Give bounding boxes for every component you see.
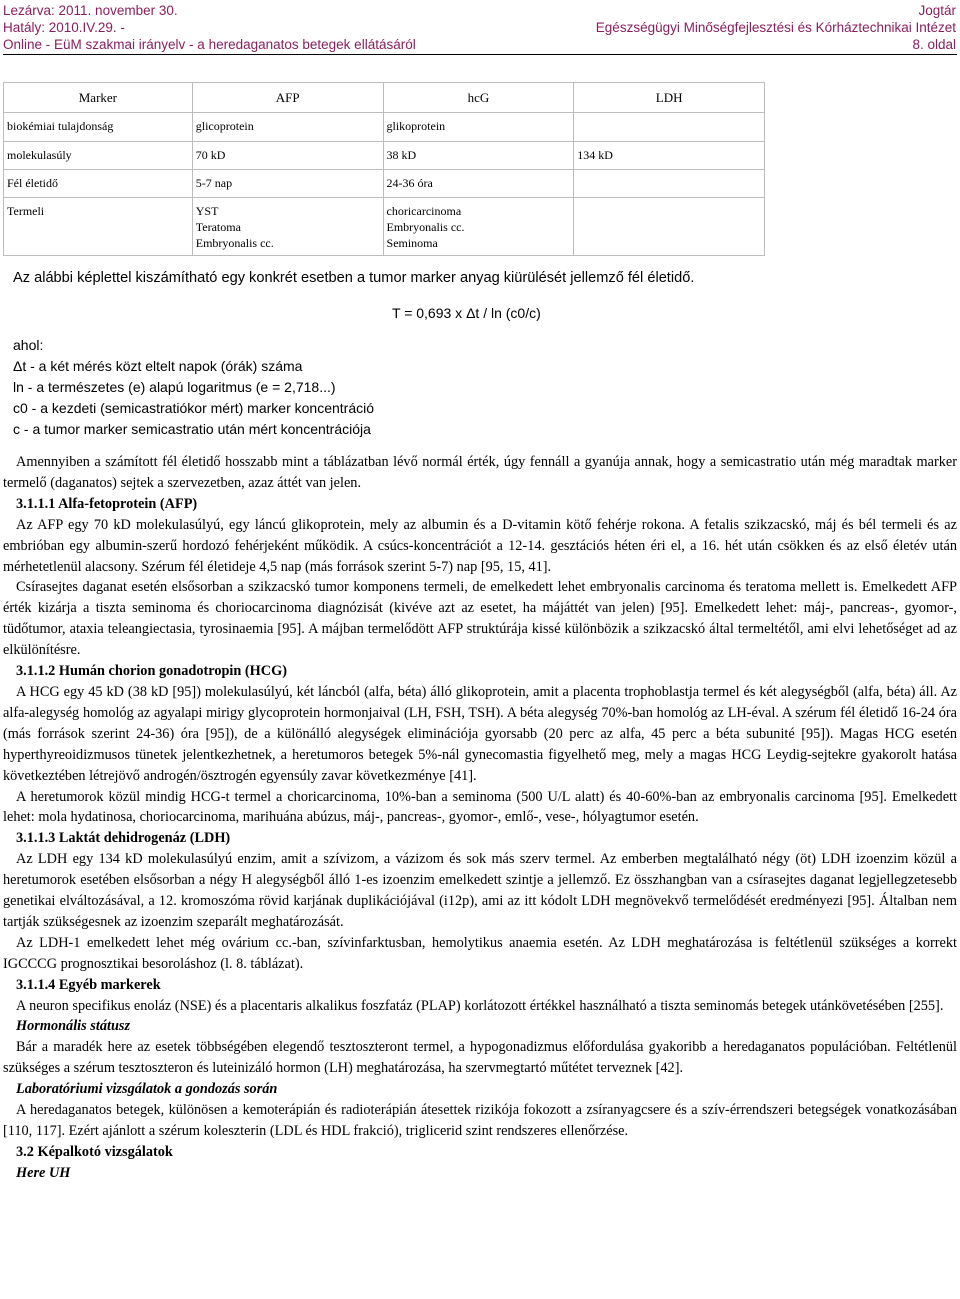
afp-cell: 5-7 nap xyxy=(192,170,383,198)
ldh-cell: 134 kD xyxy=(574,142,765,170)
paragraph: Csírasejtes daganat esetén elsősorban a szikzacskó tumor komponens termeli, de emelkedett lehet embryonalis carcinoma és teratoma mellett is. Emelkedett AFP érték kizárja a tiszta seminoma és choriocarcinoma diagnózisát (kivéve azt az esetet, ha májáttét van jelen) [95]. Emelkedett lehet: máj-, pancreas-, gyomor-, tüdőtumor, ataxia teleangiectasia, tyrosinaemia [95]. A májban termelődött AFP struktúrája kissé különbözik a szikzacskó által termeltétől, ami elvi lehetőséget ad az elkülönítésre. xyxy=(3,579,957,659)
hcg-producer: Seminoma xyxy=(386,236,438,250)
page-number: 8. oldal xyxy=(912,37,956,52)
afp-producer: Embryonalis cc. xyxy=(195,236,274,250)
column-header: AFP xyxy=(192,83,383,113)
afp-cell: 70 kD xyxy=(192,142,383,170)
hcg-cell: 38 kD xyxy=(383,142,574,170)
column-header: Marker xyxy=(4,83,193,113)
paragraph: Az LDH-1 emelkedett lehet még ovárium cc.-ban, szívinfarktusban, hemolytikus anaemia esetén. Az LDH meghatározása is feltétlenül szükséges a korrekt IGCCCG prognosztikai besoroláshoz (l. 8. táblázat). xyxy=(3,934,957,972)
table-row xyxy=(4,113,765,142)
formula-def: ln - a természetes (e) alapú logaritmus (e = 2,718...) xyxy=(13,379,336,395)
section-heading: 3.1.1.4 Egyéb markerek xyxy=(16,976,161,993)
table-row xyxy=(4,142,765,170)
paragraph: Amennyiben a számított fél életidő hosszabb mint a táblázatban lévő normál érték, úgy fennáll a gyanúja annak, hogy a semicastratio után még maradtak marker termelő (daganatos) sejtek a szervezetben, azaz áttét van jelen. xyxy=(3,454,957,491)
row-label: Fél életidő xyxy=(4,170,193,198)
paragraph: A heretumorok közül mindig HCG-t termel a choricarcinoma, 10%-ban a seminoma (500 U/L alatt) és 40-60%-ban az embryonalis carcinoma [95]. Emelkedett lehet: mola hydatinosa, choriocarcinoma, marihuána abúzus, máj-, pancreas-, gyomor-, emlő-, vese-, hólyagtumor esetén. xyxy=(3,788,957,826)
formula-def: c - a tumor marker semicastratio után mért koncentrációja xyxy=(13,421,371,437)
header-rule xyxy=(3,54,957,55)
subheading: Here UH xyxy=(16,1164,71,1181)
effective-date: Hatály: 2010.IV.29. - xyxy=(3,20,125,35)
ldh-cell xyxy=(574,170,765,198)
formula-intro: Az alábbi képlettel kiszámítható egy konkrét esetben a tumor marker anyag kiürülését jellemző fél életidő. xyxy=(13,270,695,286)
hcg-producer: Embryonalis cc. xyxy=(386,220,465,234)
ldh-cell xyxy=(574,198,765,256)
formula-equation: T = 0,693 x Δt / ln (c0/c) xyxy=(392,305,541,321)
afp-producer: YST xyxy=(195,204,219,218)
paragraph: A heredaganatos betegek, különösen a kemoterápián és radioterápián átesettek rizikója fokozott a zsíranyagcsere és a szív-érrendszeri betegségek vonatkozásában [110, 117]. Ezért ajánlott a szérum koleszterin (LDL és HDL frakció), triglicerid szint rendszeres ellenőrzése. xyxy=(3,1102,957,1139)
subheading: Laboratóriumi vizsgálatok a gondozás során xyxy=(16,1081,278,1098)
marker-table xyxy=(3,82,765,256)
row-label: molekulasúly xyxy=(4,142,193,170)
ldh-cell xyxy=(574,113,765,142)
subheading: Hormonális státusz xyxy=(16,1018,131,1035)
formula-where: ahol: xyxy=(13,337,44,353)
paragraph: A neuron specifikus enoláz (NSE) és a placentaris alkalikus foszfatáz (PLAP) korlátozott értékkel használható a tiszta seminomás betegek utánkövetésében [255]. xyxy=(16,997,944,1014)
section-heading: 3.1.1.3 Laktát dehidrogenáz (LDH) xyxy=(16,830,231,847)
publisher: Jogtár xyxy=(918,3,956,18)
row-label: biokémiai tulajdonság xyxy=(4,113,193,142)
table-header-row xyxy=(4,83,765,113)
section-heading: 3.1.1.1 Alfa-fetoprotein (AFP) xyxy=(16,495,198,512)
section-heading: 3.1.1.2 Humán chorion gonadotropin (HCG) xyxy=(16,663,288,680)
afp-producer: Teratoma xyxy=(195,220,241,234)
formula-def: Δt - a két mérés közt eltelt napok (órák) száma xyxy=(13,358,303,374)
table-row xyxy=(4,170,765,198)
afp-cell xyxy=(192,198,383,256)
column-header: hcG xyxy=(383,83,574,113)
hcg-cell: glikoprotein xyxy=(383,113,574,142)
header-left xyxy=(3,2,416,53)
paragraph: Bár a maradék here az esetek többségében elegendő tesztoszteront termel, a hypogonadizmus előfordulása gyakoribb a heredaganatos populációban. Feltétlenül szükséges a szérum tesztoszteron és luteinizáló hormon (LH) meghatározása, ha szervmegtartó műtétet terveznek [42]. xyxy=(3,1039,957,1077)
paragraph: A HCG egy 45 kD (38 kD [95]) molekulasúlyú, két láncból (alfa, béta) álló glikoprotein, amit a placenta trophoblastja termel és két alegységből (alfa, béta) áll. Az alfa-alegység homológ az agyalapi mirigy glycoprotein hormonjaival (LH, FSH, TSH). A béta alegység 70%-ban homológ az LH-éval. A szérum fél életidő 16-24 óra (más források szerint 24-36) óra [95]), de a különálló alegységek eliminációja gyorsabb (20 perc az alfa, 45 perc a béta subunité [95]). Magas HCG esetén hyperthyreoidizmusos tünetek jelentkezhetnek, a heretumoros betegek 5%-nál gynecomastia figyelhető meg, mely a magas HCG Leydig-sejtekre gyakorolt hatása következtében létrejövő androgén/ösztrogén egyensúly zavar következménye [41]. xyxy=(3,683,957,784)
page-header xyxy=(0,0,960,56)
hcg-producer: choricarcinoma xyxy=(386,204,462,218)
column-header: LDH xyxy=(574,83,765,113)
hcg-cell xyxy=(383,198,574,256)
afp-cell: glicoprotein xyxy=(192,113,383,142)
paragraph: Az AFP egy 70 kD molekulasúlyú, egy láncú glikoprotein, mely az albumin és a D-vitamin kötő fehérje rokona. A fetalis szikzacskó, máj és bél termeli és az embrióban egy albumin-szerű hordozó fehérjeként működik. A csúcs-koncentrációt a 12-14. gesztációs héten éri el, a 16. hét után csökken és az első életév után mérhetetlenül alacsony. Szérum fél életideje 4,5 nap (más források szerint 5-7) nap [95, 15, 41]. xyxy=(3,516,957,575)
table-row xyxy=(4,198,765,256)
formula-def: c0 - a kezdeti (semicastratiókor mért) marker koncentráció xyxy=(13,400,374,416)
institute: Egészségügyi Minőségfejlesztési és Kórháztechnikai Intézet xyxy=(595,20,956,35)
document-title: Online - EüM szakmai irányelv - a heredaganatos betegek ellátásáról xyxy=(3,37,416,52)
row-label: Termeli xyxy=(4,198,193,256)
section-heading: 3.2 Képalkotó vizsgálatok xyxy=(16,1143,173,1160)
hcg-cell: 24-36 óra xyxy=(383,170,574,198)
closed-date: Lezárva: 2011. november 30. xyxy=(3,3,178,18)
header-right xyxy=(596,2,956,53)
body-text xyxy=(3,452,957,1184)
paragraph: Az LDH egy 134 kD molekulasúlyú enzim, amit a szívizom, a vázizom és sok más szerv termel. Az emberben megtalálható négy (öt) LDH izoenzim közül a heretumorok esetében elsősorban a négy H alegységből álló 1-es izoenzim emelkedett szintje a jellemző. Ez összhangban van a csírasejtes daganat legjellegzetesebb genetikai elváltozásával, a 12. kromoszóma rövid karjának duplikációjával (i12p), ami az itt kódolt LDH megnövekvő termelődését eredményezi [95]. Általban nem tartják szükségesnek az izoenzim szeparált meghatározását. xyxy=(3,851,957,930)
